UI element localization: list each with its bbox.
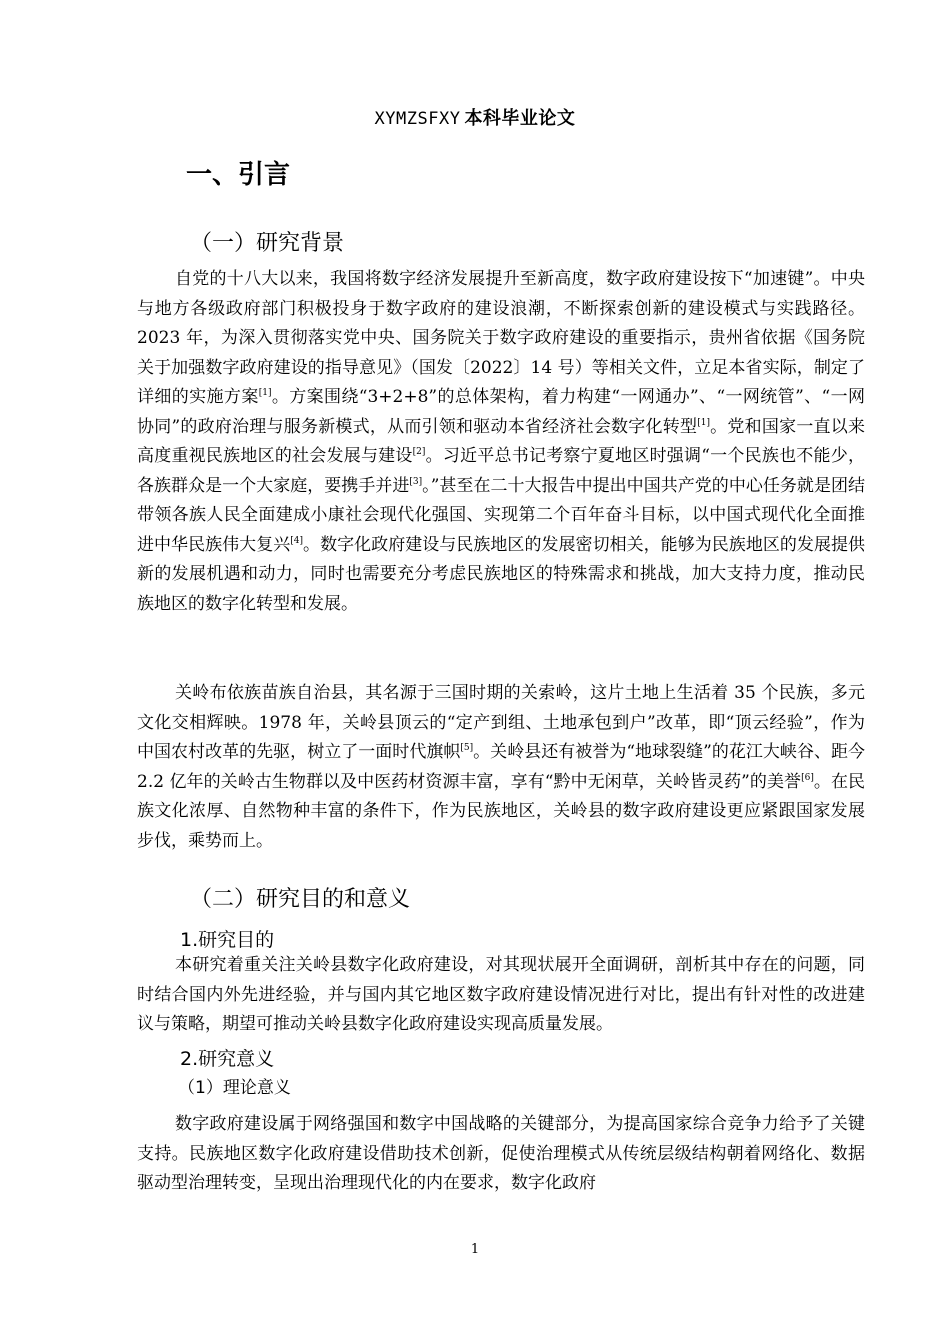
citation-ref: [4] bbox=[290, 535, 304, 546]
subsection-title-purpose: 1.研究目的 bbox=[180, 929, 275, 951]
citation-ref: [6] bbox=[801, 772, 814, 783]
citation-ref: [1] bbox=[697, 417, 710, 428]
citation-ref: [1] bbox=[258, 388, 272, 398]
header-title: 本科毕业论文 bbox=[464, 108, 576, 129]
paragraph-background-2: 关岭布依族苗族自治县，其名源于三国时期的关索岭，这片土地上生活着 35 个民族，多元文化交相辉映。1978 年，关岭县顶云的“定产到组、土地承包到户”改革，即“顶云经验”，作为中国农村改革的先驱，树立了一面时代旗帜[5]。关岭县还有被誉为“地球裂缝”的花江大峡谷、距今 2.2 亿年的关岭古生物群以及中医药材资源丰富，享有“黔中无闲草，关岭皆灵药”的美誉[6]。在民族文化浓厚、自然物种丰富的条件下，作为民族地区，关岭县的数字政府建设更应紧跟国家发展步伐，乘势而上。 bbox=[137, 683, 866, 851]
header-prefix: XYMZSFXY bbox=[374, 109, 461, 129]
running-header bbox=[0, 104, 950, 130]
subsection-title-significance: 2.研究意义 bbox=[180, 1048, 275, 1070]
subsubsection-title-theoretical: （1）理论意义 bbox=[178, 1078, 291, 1098]
citation-ref: [3] bbox=[409, 476, 423, 487]
paragraph-purpose: 本研究着重关注关岭县数字化政府建设，对其现状展开全面调研，剖析其中存在的问题，同时结合国内外先进经验，并与国内其它地区数字政府建设情况进行对比，提出有针对性的改进建议与策略，期望可推动关岭县数字化政府建设实现高质量发展。 bbox=[137, 955, 865, 1034]
citation-ref: [2] bbox=[412, 447, 426, 457]
chapter-title: 一、引言 bbox=[186, 160, 291, 190]
section-title-purpose-significance: （二）研究目的和意义 bbox=[190, 887, 411, 912]
section-title-background: （一）研究背景 bbox=[190, 231, 345, 256]
paragraph-theoretical: 数字政府建设属于网络强国和数字中国战略的关键部分，为提高国家综合竞争力给予了关键支持。民族地区数字化政府建设借助技术创新，促使治理模式从传统层级结构朝着网络化、数据驱动型治理转变，呈现出治理现代化的内在要求，数字化政府 bbox=[137, 1114, 865, 1193]
page-number: 1 bbox=[470, 1242, 480, 1257]
paragraph-background-1: 自党的十八大以来，我国将数字经济发展提升至新高度，数字政府建设按下“加速键”。中央与地方各级政府部门积极投身于数字政府的建设浪潮，不断探索创新的建设模式与实践路径。2023 年，为深入贯彻落实党中央、国务院关于数字政府建设的重要指示，贵州省依据《国务院关于加强数字政府建设的指导意见》（国发〔2022〕14 号）等相关文件，立足本省实际，制定了详细的实施方案[1]。方案围绕“3+2+8”的总体架构，着力构建“一网通办”、“一网统管”、“一网协同”的政府治理与服务新模式，从而引领和驱动本省经济社会数字化转型[1]。党和国家一直以来高度重视民族地区的社会发展与建设[2]。习近平总书记考察宁夏地区时强调“一个民族也不能少，各族群众是一个大家庭，要携手并进[3]。”甚至在二十大报告中提出中国共产党的中心任务就是团结带领各族人民全面建成小康社会现代化强国、实现第二个百年奋斗目标，以中国式现代化全面推进中华民族伟大复兴[4]。数字化政府建设与民族地区的发展密切相关，能够为民族地区的发展提供新的发展机遇和动力，同时也需要充分考虑民族地区的特殊需求和挑战，加大支持力度，推动民族地区的数字化转型和发展。 bbox=[137, 269, 866, 614]
citation-ref: [5] bbox=[460, 743, 474, 753]
